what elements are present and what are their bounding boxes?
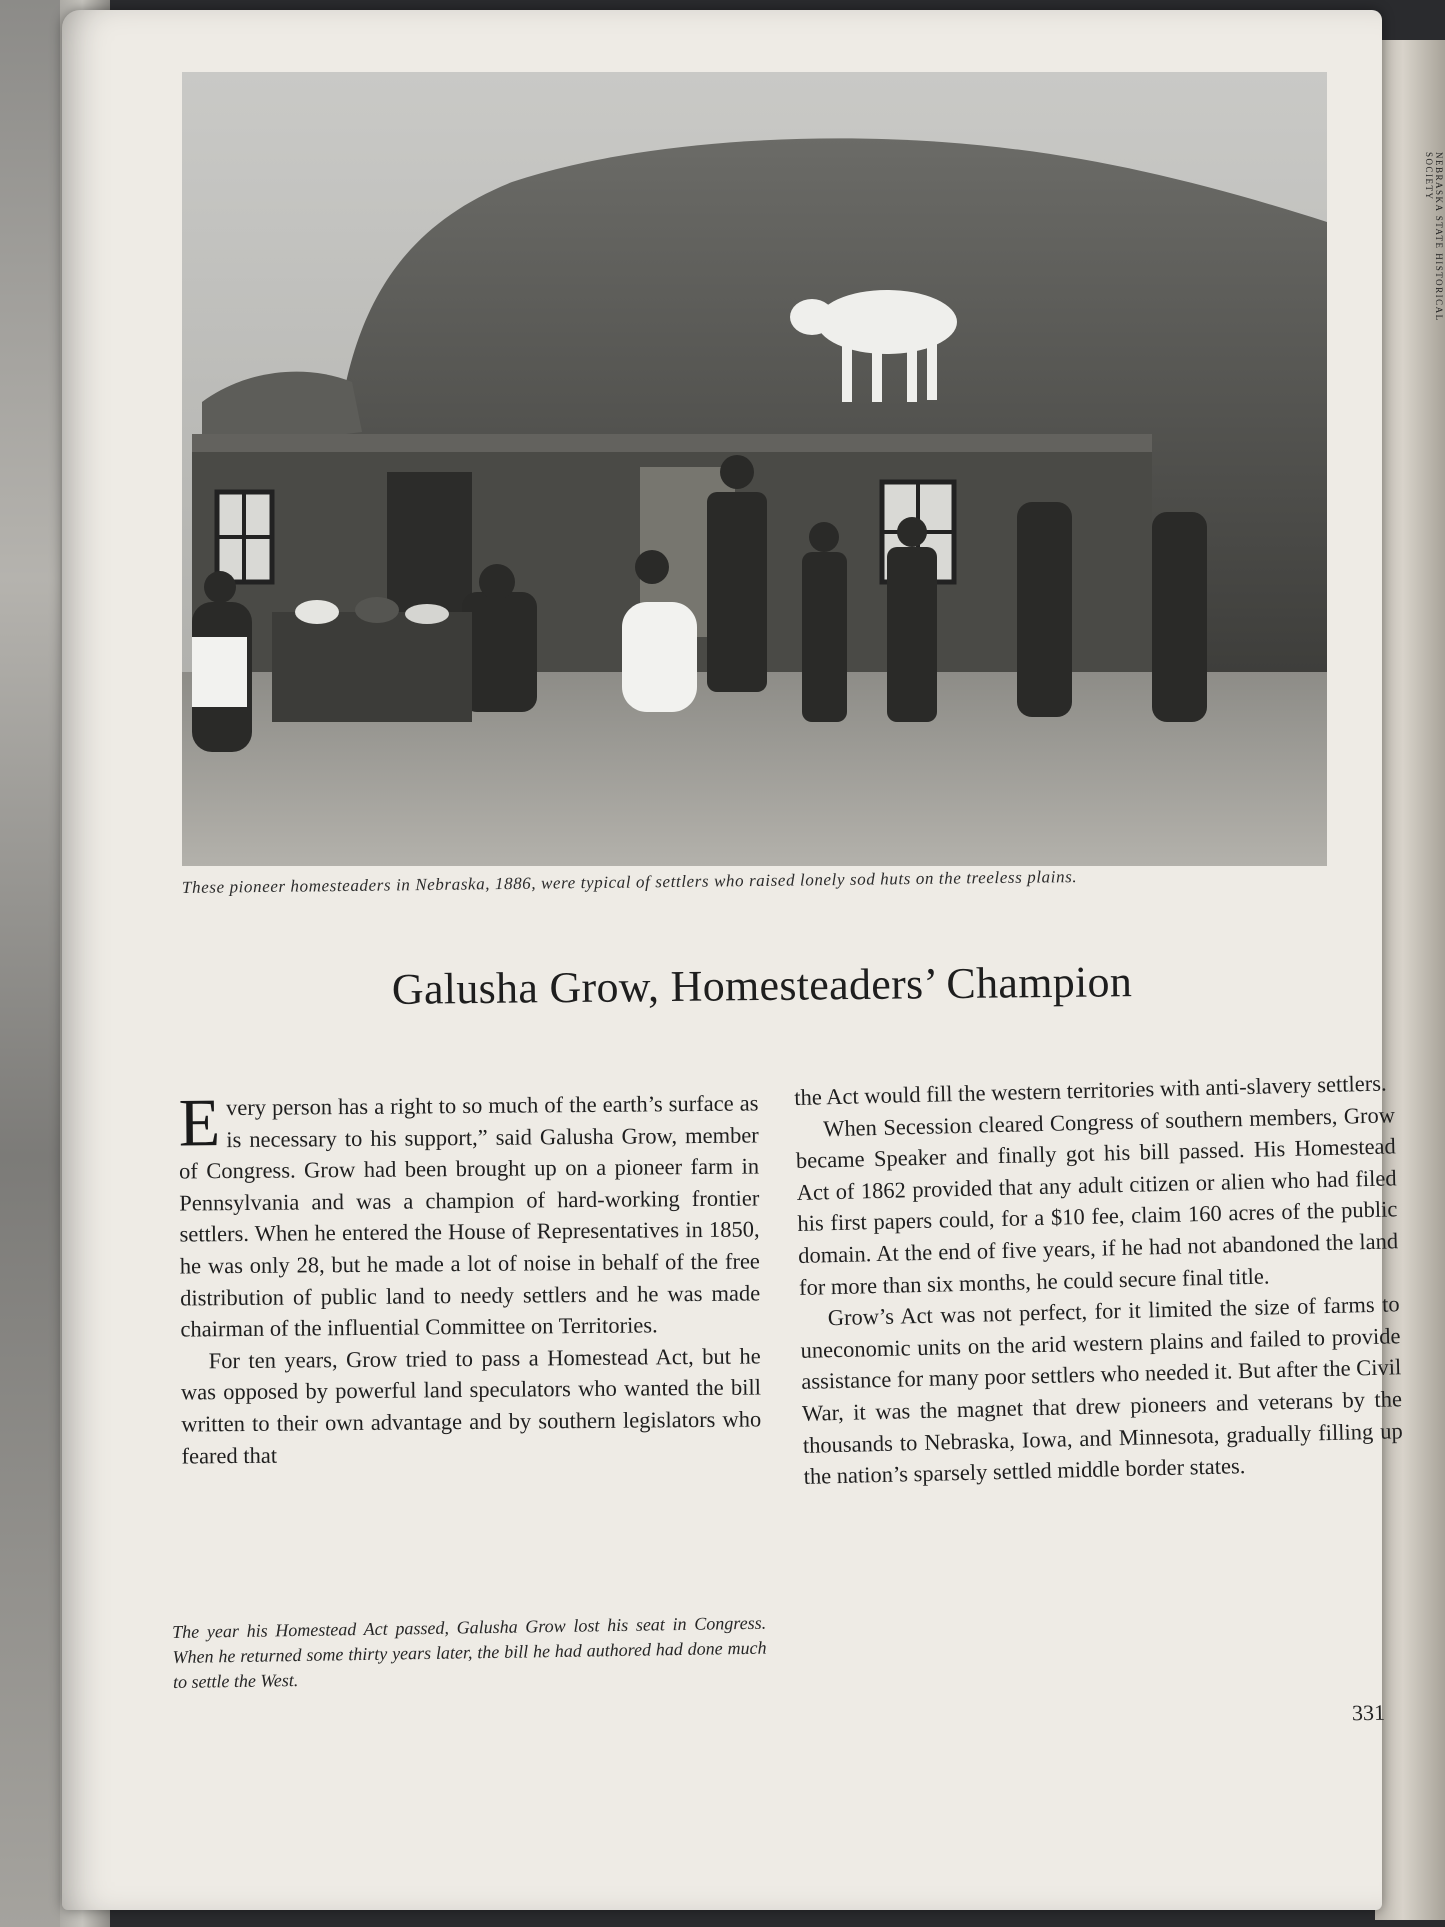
article-column-2 [794,1067,1404,1492]
page-number: 331 [1351,1699,1386,1726]
paragraph-text: very person has a right to so much of the earth’s surface as is necessary to his support,” said Galusha Grow, member of Congress. Grow had been brought up on a pioneer farm in Pennsylvania and was a champion of hard-working frontier settlers. When he entered the House of Representatives in 1850, he was only 28, but he made a lot of noise in behalf of the free distribution of public land to needy settlers and he was made chairman of the influential Committee on Territories. [178,1090,761,1342]
article-paragraph [178,1084,761,1345]
sod-house-photo-illustration [182,72,1327,866]
photo-credit: NEBRASKA STATE HISTORICAL SOCIETY [1424,152,1444,322]
article-column-1 [178,1084,762,1471]
article-paragraph: When Secession cleared Congress of southern members, Grow became Speaker and finally got his bill passed. His Homestead Act of 1862 provided that any adult citizen or alien who had filed his first papers could, for a $10 fee, claim 160 acres of the public domain. At the end of five years, if he had not abandoned the land for more than six months, he could secure final title. [795,1101,1399,1300]
article-paragraph: Grow’s Act was not perfect, for it limited the size of farms to uneconomic units on the arid western plains and failed to provide assistance for many poor settlers who needed it. But after the Civil War, it was the magnet that drew pioneers and veterans by the thousands to Nebraska, Iowa, and Minnesota, gradually filling up the nation’s sparsely settled middle border states. [800,1291,1403,1490]
photo-caption: These pioneer homesteaders in Nebraska, 1886, were typical of settlers who raised lonely sod huts on the treeless plains. [181,867,1078,897]
article-title: Galusha Grow, Homesteaders’ Champion [391,957,1133,1014]
homesteaders-photo [182,72,1444,866]
drop-cap: E [178,1084,221,1161]
article-paragraph: the Act would fill the western territories with anti-slavery settlers. [794,1070,1387,1110]
side-caption: The year his Homestead Act passed, Galusha Grow lost his seat in Congress. When he returned some thirty years later, the bill he had authored had done much to settle the West. [172,1612,767,1692]
article-paragraph: For ten years, Grow tried to pass a Homestead Act, but he was opposed by powerful land speculators who wanted the bill written to their own advantage and by southern legislators who feared that [180,1343,762,1469]
facing-page-strip [0,0,60,1927]
book-page [62,10,1444,1910]
